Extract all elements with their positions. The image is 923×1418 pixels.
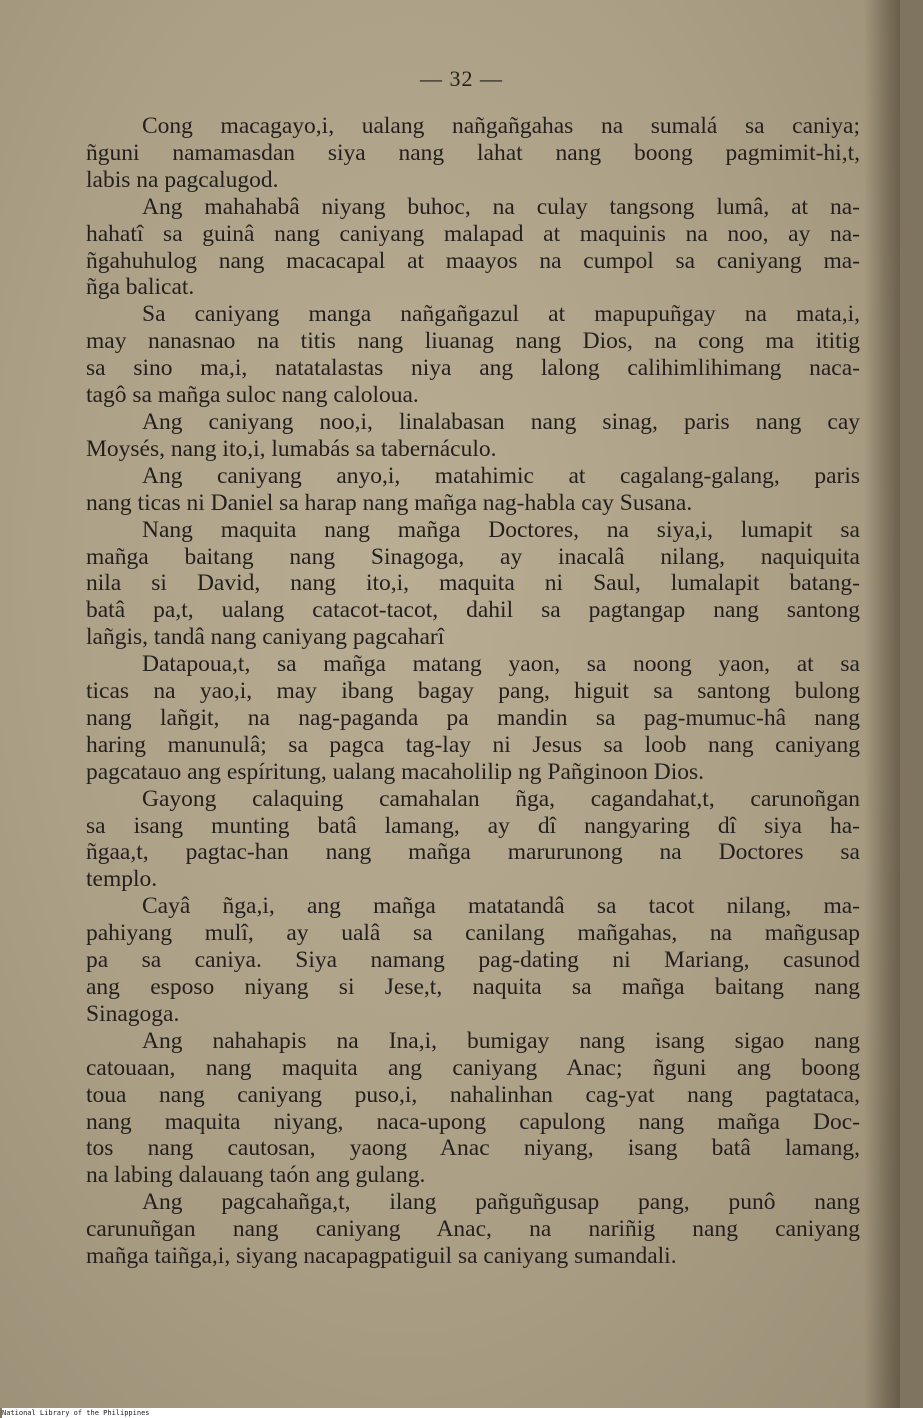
text-line: Sa caniyang manga nañgañgazul at mapupuñgay na mata,i, [142,301,860,328]
text-line: Gayong calaquing camahalan ñga, cagandahat,t, carunoñgan [142,785,860,812]
text-line: nang lañgit, na nag-paganda pa mandin sa pag-mumuc-hâ nang [86,704,860,731]
page-number: — 32 — [420,66,503,91]
paragraph [86,194,860,302]
text-line: ñguni namamasdan siya nang lahat nang boong pagmimit-hi,t, [86,139,860,166]
text-line: Cayâ ñga,i, ang mañga matatandâ sa tacot nilang, ma- [142,893,860,920]
text-line: sa sino ma,i, natatalastas niya ang lalong calihimlihimang naca- [86,355,860,382]
paragraph [86,786,860,894]
paragraph [86,893,860,1028]
page-edge-shadow [864,0,900,1408]
text-line: nang ticas ni Daniel sa harap nang mañga nag-habla cay Susana. [86,489,693,516]
text-line: pagcatauo ang espíritung, ualang macaholilip ng Pañginoon Dios. [86,758,705,785]
paragraph [86,301,860,409]
text-line: labis na pagcalugod. [86,166,279,193]
text-line: tagô sa mañga suloc nang caloloua. [86,382,419,409]
text-line: may nanasnao na titis nang liuanag nang Dios, na cong ma ititig [86,328,860,355]
text-line: Ang pagcahañga,t, ilang pañguñgusap pang, punô nang [142,1189,860,1216]
text-line: ang esposo niyang si Jese,t, naquita sa mañga baitang nang [86,974,860,1000]
text-line: lañgis, tandâ nang caniyang pagcaharî [86,624,445,651]
text-line: templo. [86,866,158,893]
text-line: Nang maquita nang mañga Doctores, na siya,i, lumapit sa [142,516,860,543]
text-line: ñga balicat. [86,274,195,301]
text-line: ñgaa,t, pagtac-han nang mañga marurunong na Doctores sa [86,839,860,866]
text-line: batâ pa,t, ualang catacot-tacot, dahil sa pagtangap nang santong [86,597,860,624]
paragraph [86,409,860,463]
text-line: na labing dalauang taón ang gulang. [86,1162,426,1189]
text-line: tos nang cautosan, yaong Anac niyang, isang batâ lamang, [86,1135,860,1162]
text-line: Moysés, nang ito,i, lumabás sa tabernáculo. [86,435,497,462]
text-line: pahiyang mulî, ay ualâ sa canilang mañgahas, na mañgusap [86,920,860,947]
text-line: Ang caniyang noo,i, linalabasan nang sinag, paris nang cay [142,408,860,435]
paragraph [86,113,860,194]
text-line: Sinagoga. [86,1000,180,1027]
text-line: mañga baitang nang Sinagoga, ay inacalâ nilang, naquiquita [86,543,860,570]
text-line: Ang nahahapis na Ina,i, bumigay nang isang sigao nang [142,1027,860,1054]
paragraph [86,463,860,517]
text-line: Cong macagayo,i, ualang nañgañgahas na sumalá sa caniya; [142,113,860,139]
library-credit [2,1408,923,1418]
text-line: ñgahuhulog nang macacapal at maayos na cumpol sa caniyang ma- [86,247,860,274]
text-line: Datapoua,t, sa mañga matang yaon, sa noong yaon, at sa [142,651,860,678]
paragraph [86,651,860,786]
text-line: catouaan, nang maquita ang caniyang Anac; ñguni ang boong [86,1054,860,1081]
text-line: ticas na yao,i, may ibang bagay pang, higuit sa santong bulong [86,678,860,705]
text-line: pa sa caniya. Siya namang pag-dating ni Mariang, casunod [86,947,860,974]
text-line: hahatî sa guinâ nang caniyang malapad at maquinis na noo, ay na- [86,220,860,247]
text-line: nang maquita niyang, naca-upong capulong nang mañga Doc- [86,1108,860,1135]
text-line: toua nang caniyang puso,i, nahalinhan cag-yat nang pagtataca, [86,1081,860,1108]
text-line: Ang caniyang anyo,i, matahimic at cagalang-galang, paris [142,462,860,489]
paragraph [86,1189,860,1270]
paragraph [86,1028,860,1189]
text-line: nila si David, nang ito,i, maquita ni Saul, lumalapit batang- [86,570,860,597]
text-line: mañga taiñga,i, siyang nacapagpatiguil sa caniyang sumandali. [86,1243,677,1270]
text-line: carunuñgan nang caniyang Anac, na nariñig nang caniyang [86,1216,860,1243]
paragraph [86,517,860,652]
text-line: haring manunulâ; sa pagca tag-lay ni Jesus sa loob nang caniyang [86,731,860,758]
library-credit-text: National Library of the Philippines [2,1409,150,1417]
text-line: sa isang munting batâ lamang, ay dî nangyaring dî siya ha- [86,812,860,839]
body-text [86,113,860,1270]
text-line: Ang mahahabâ niyang buhoc, na culay tangsong lumâ, at na- [142,193,860,220]
